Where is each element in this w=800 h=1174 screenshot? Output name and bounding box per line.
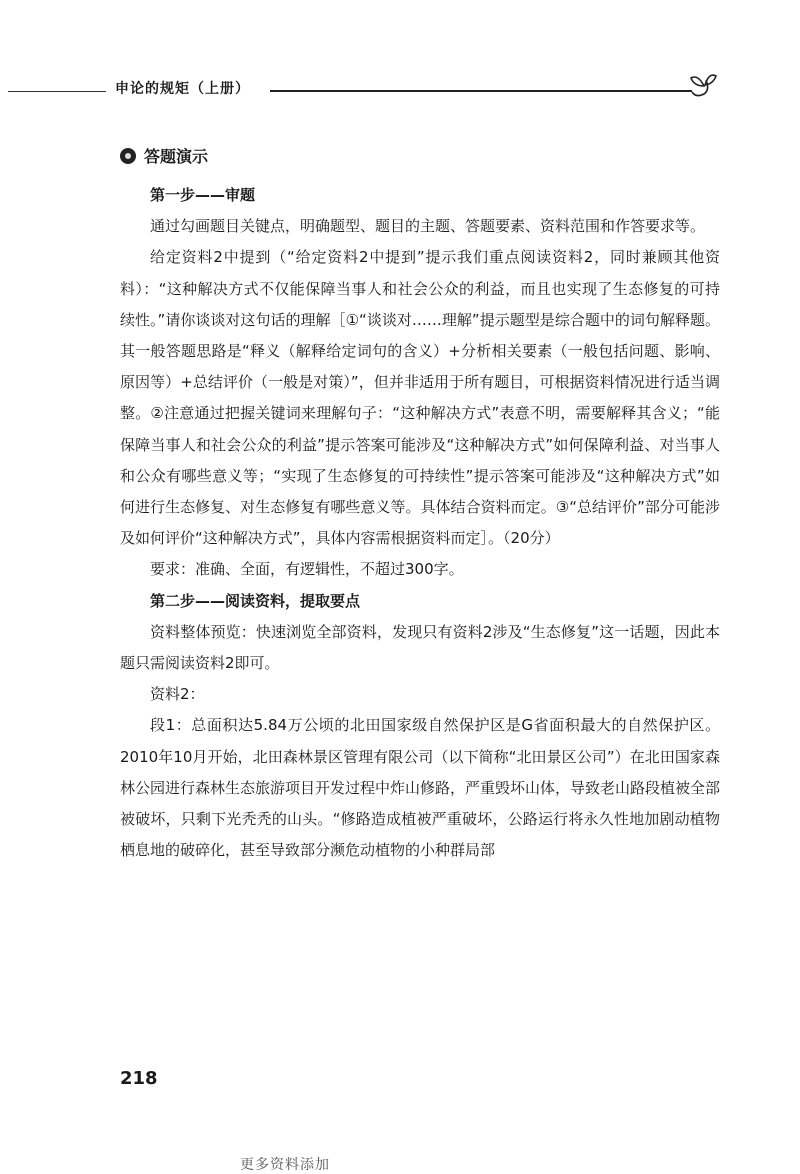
- paragraph: 通过勾画题目关键点，明确题型、题目的主题、答题要素、资料范围和作答要求等。: [150, 217, 706, 236]
- requirement-paragraph: 要求：准确、全面，有逻辑性，不超过300字。: [150, 560, 464, 579]
- material-label: 资料2：: [150, 685, 205, 704]
- step-heading-1: 第一步——审题: [150, 186, 256, 204]
- body-text: [120, 180, 720, 866]
- header-rule-left: [8, 91, 106, 92]
- sprout-icon: [688, 68, 718, 104]
- footer-fragment: 更多资料添加: [240, 1157, 330, 1173]
- section-title: 答题演示: [144, 147, 209, 166]
- header-rule-right: [270, 90, 692, 92]
- page-number: 218: [120, 1068, 158, 1089]
- section-heading: [120, 144, 208, 167]
- paragraph: 资料整体预览：快速浏览全部资料，发现只有资料2涉及“生态修复”这一话题，因此本题只需阅读资料2即可。: [120, 622, 720, 673]
- paragraph: 段1：总面积达5.84万公顷的北田国家级自然保护区是G省面积最大的自然保护区。2010年10月开始，北田森林景区管理有限公司（以下简称“北田景区公司”）在北田国家森林公园进行森林生态旅游项目开发过程中炸山修路，严重毁坏山体，导致老山路段植被全部被破坏，只剩下光秃秃的山头。“修路造成植被严重破坏，公路运行将永久性地加剧动植物栖息地的破碎化，甚至导致部分濒危动植物的小种群局部: [120, 716, 721, 860]
- section-bullet-icon: [120, 148, 136, 164]
- header-title: 申论的规矩（上册）: [115, 81, 250, 97]
- step-heading-2: 第二步——阅读资料，提取要点: [150, 591, 361, 610]
- question-paragraph: 给定资料2中提到（“给定资料2中提到”提示我们重点阅读资料2，同时兼顾其他资料）：“这种解决方式不仅能保障当事人和社会公众的利益，而且也实现了生态修复的可持续性。”请你谈谈对这句话的理解［①“谈谈对……理解”提示题型是综合题中的词句解释题。其一般答题思路是“释义（解释给定词句的含义）+分析相关要素（一般包括问题、影响、原因等）+总结评价（一般是对策）”，但并非适用于所有题目，可根据资料情况进行适当调整。②注意通过把握关键词来理解句子：“这种解决方式”表意不明，需要解释其含义；“能保障当事人和社会公众的利益”提示答案可能涉及“这种解决方式”如何保障利益、对当事人和公众有哪些意义等；“实现了生态修复的可持续性”提示答案可能涉及“这种解决方式”如何进行生态修复、对生态修复有哪些意义等。具体结合资料而定。③“总结评价”部分可能涉及如何评价“这种解决方式”，具体内容需根据资料而定］。（20分）: [120, 248, 720, 548]
- running-header: [0, 74, 800, 104]
